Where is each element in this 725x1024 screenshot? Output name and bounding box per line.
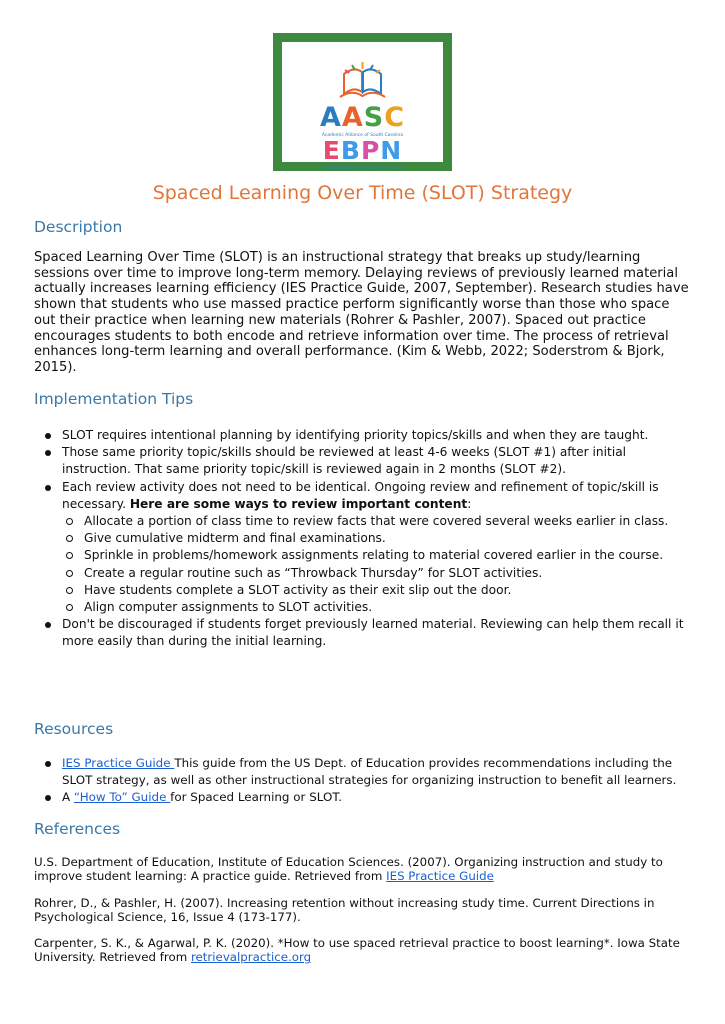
reference-item [34,855,694,883]
reference-text: U.S. Department of Education, Institute of Education Sciences. (2007). Organizing instruction and study to improve student learning: A practice guide. Retrieved from [34,855,663,884]
list-item: Give cumulative midterm and final examinations. [62,530,694,547]
how-to-guide-link[interactable]: “How To” Guide [73,790,171,805]
list-item: Align computer assignments to SLOT activities. [62,599,694,616]
reference-item: Rohrer, D., & Pashler, H. (2007). Increasing retention without increasing study time. Current Directions in Psychological Science, 16, Issue 4 (173-177). [34,896,655,925]
ebpn-subtitle: Evidence-Based Practices Network [323,166,402,171]
list-item [44,789,694,806]
list-item: Allocate a portion of class time to review facts that were covered several weeks earlier in class. [62,513,694,530]
description-heading: Description [34,218,123,236]
resource-prefix: A [62,790,74,805]
list-item: Those same priority topic/skills should be reviewed at least 4-6 weeks (SLOT #1) after initial instruction. That same priority topic/skill is reviewed again in 2 months (SLOT #2). [44,444,694,478]
resources-heading: Resources [34,720,114,738]
list-item: Sprinkle in problems/homework assignments relating to material covered earlier in the course. [62,547,694,564]
list-item: Have students complete a SLOT activity as their exit slip out the door. [62,582,694,599]
aasc-subtitle: Academic Alliance of South Carolina [321,133,404,138]
review-ways-list [62,513,694,616]
implementation-tips-list [44,427,694,651]
aasc-wordmark: AASC [319,102,406,133]
page-title: Spaced Learning Over Time (SLOT) Strategy [152,182,573,204]
ies-practice-guide-reference-link[interactable]: IES Practice Guide [386,869,494,884]
list-item-colon: : [467,496,472,511]
retrievalpractice-link[interactable]: retrievalpractice.org [190,950,312,965]
implementation-tips-heading: Implementation Tips [34,390,194,408]
resource-description: This guide from the US Dept. of Education provides recommendations including the SLOT strategy, as well as other instructional strategies for organizing instruction to benefit all learners. [62,756,677,788]
ebpn-wordmark: EBPN [322,136,403,165]
reference-text: Carpenter, S. K., & Agarwal, P. K. (2020). *How to use spaced retrieval practice to boost learning*. Iowa State University. Retrieved from [34,936,680,965]
list-item [44,479,694,617]
open-book-icon [282,42,443,102]
list-item-text: Each review activity does not need to be identical. Ongoing review and refinement of topic/skill is necessary. [62,479,659,511]
list-item [44,755,694,789]
resources-list [44,755,694,807]
list-item: Don't be discouraged if students forget previously learned material. Reviewing can help them recall it more easily than during the initial learning. [44,616,694,650]
ies-practice-guide-link[interactable]: IES Practice Guide [62,756,175,770]
reference-item [34,936,694,964]
list-item-bold-text: Here are some ways to review important content [129,496,468,511]
list-item: Create a regular routine such as “Throwback Thursday” for SLOT activities. [62,565,694,582]
aasc-ebpn-logo [273,33,452,171]
list-item: SLOT requires intentional planning by identifying priority topics/skills and when they are taught. [44,427,694,444]
references-heading: References [34,820,121,838]
description-text: Spaced Learning Over Time (SLOT) is an instructional strategy that breaks up study/learning sessions over time to improve long-term memory. Delaying reviews of previously learned material actually increases learning efficiency (IES Practice Guide, 2007, September). Research studies have shown that students who use massed practice perform significantly worse than those who space out their practice when learning new materials (Rohrer & Pashler, 2007). Spaced out practice encourages students to both encode and retrieve information over time. The process of retrieval enhances long-term learning and overall performance. (Kim & Webb, 2022; Soderstrom & Bjork, 2015). [34,250,689,375]
resource-description: for Spaced Learning or SLOT. [170,790,342,805]
